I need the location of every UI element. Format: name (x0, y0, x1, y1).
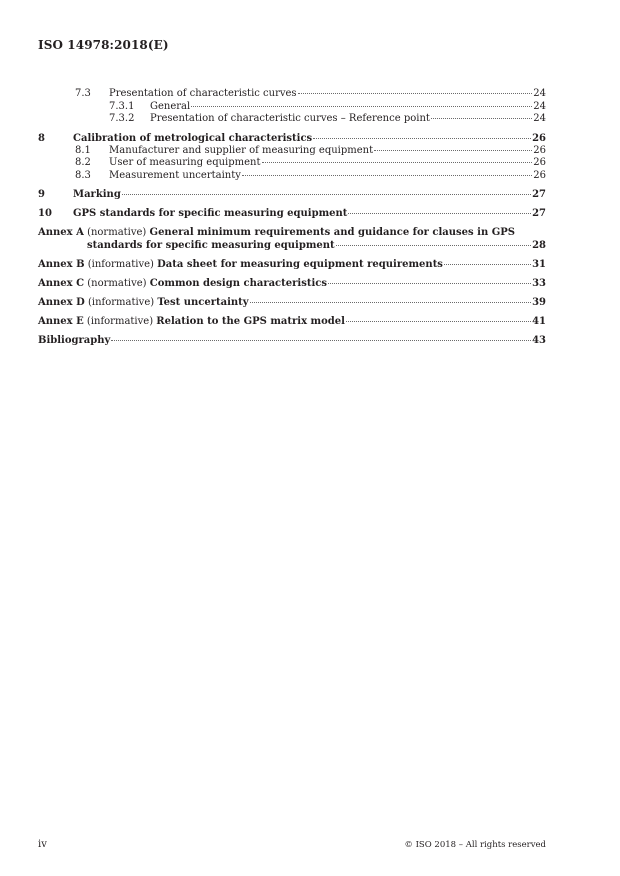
toc-entry-7-3-2[interactable] (38, 113, 546, 126)
toc-title: General (150, 100, 191, 112)
annex-label: Annex E (38, 316, 84, 327)
dot-leader (242, 175, 532, 176)
toc-title: Calibration of metrological characteristics (73, 132, 313, 144)
toc-page: 41 (532, 316, 546, 327)
toc-entry-7-3-1[interactable] (38, 101, 546, 114)
toc-number: 8.1 (75, 144, 91, 156)
toc-page: 26 (532, 132, 546, 144)
toc-title: Presentation of characteristic curves – Reference point (150, 113, 430, 124)
toc-title: General minimum requirements and guidance for clauses in GPS (149, 227, 515, 238)
dot-leader (346, 321, 531, 322)
toc-number: 9 (38, 189, 45, 200)
dot-leader (431, 118, 532, 119)
toc-page: 24 (533, 100, 546, 112)
toc-title: Test uncertainty (157, 297, 249, 308)
toc-title: GPS standards for specific measuring equipment (73, 208, 348, 219)
annex-type: (normative) (87, 227, 147, 238)
toc-title: Common design characteristics (149, 278, 327, 289)
toc-page: 33 (532, 278, 546, 289)
toc-title: User of measuring equipment (109, 157, 261, 168)
dot-leader (328, 283, 531, 284)
page-number: iv (38, 839, 47, 850)
toc-page: 31 (532, 259, 546, 270)
annex-label: Annex A (38, 227, 84, 238)
toc-title: Bibliography (38, 335, 111, 346)
dot-leader (336, 245, 531, 246)
annex-type: (informative) (87, 259, 154, 270)
toc-title-continued: standards for specific measuring equipment (87, 240, 335, 251)
toc-entry-10[interactable] (38, 207, 546, 220)
toc-entry-8[interactable] (38, 132, 546, 145)
toc-entry-annex-a[interactable] (38, 226, 546, 252)
toc-page: 24 (533, 88, 546, 99)
toc-title: Data sheet for measuring equipment requirements (157, 259, 443, 270)
toc-entry-8-2[interactable] (38, 157, 546, 170)
toc-title: Relation to the GPS matrix model (156, 316, 345, 327)
toc-number: 7.3.1 (109, 100, 135, 112)
toc-entry-8-3[interactable] (38, 170, 546, 183)
toc-page: 43 (532, 335, 546, 346)
annex-label: Annex D (38, 297, 85, 308)
toc-number: 8.3 (75, 169, 91, 181)
annex-type: (informative) (86, 316, 154, 327)
toc-page: 27 (532, 208, 546, 219)
toc-entry-annex-e[interactable] (38, 315, 546, 328)
toc-page: 27 (532, 189, 546, 200)
annex-label: Annex C (38, 278, 85, 289)
dot-leader (250, 302, 532, 303)
dot-leader (348, 213, 531, 214)
toc-entry-annex-b[interactable] (38, 258, 546, 271)
dot-leader (111, 340, 531, 341)
dot-leader (313, 138, 531, 139)
toc-entry-7-3[interactable] (38, 88, 546, 101)
toc-page: 24 (533, 113, 546, 124)
toc-entry-9[interactable] (38, 188, 546, 201)
toc-page: 26 (533, 157, 546, 168)
toc-entry-annex-c[interactable] (38, 277, 546, 290)
dot-leader (122, 194, 531, 195)
dot-leader (374, 150, 532, 151)
toc-number: 8 (38, 132, 45, 144)
annex-type: (informative) (87, 297, 155, 308)
toc-title: Marking (73, 189, 121, 200)
toc-number: 7.3.2 (109, 113, 135, 124)
dot-leader (191, 106, 532, 107)
annex-label: Annex B (38, 259, 85, 270)
toc-page: 28 (532, 240, 546, 251)
table-of-contents (38, 88, 546, 347)
toc-entry-annex-d[interactable] (38, 296, 546, 309)
annex-type: (normative) (87, 278, 147, 289)
toc-entry-bibliography[interactable] (38, 334, 546, 347)
toc-title: Measurement uncertainty (109, 169, 241, 181)
toc-page: 39 (532, 297, 546, 308)
toc-page: 26 (533, 169, 546, 181)
toc-title: Manufacturer and supplier of measuring equipment (109, 144, 374, 156)
toc-entry-8-1[interactable] (38, 145, 546, 158)
dot-leader (444, 264, 531, 265)
dot-leader (262, 162, 533, 163)
document-id: ISO 14978:2018(E) (38, 38, 169, 52)
toc-number: 7.3 (75, 88, 91, 99)
toc-page: 26 (533, 144, 546, 156)
toc-title: Presentation of characteristic curves (109, 88, 297, 99)
toc-number: 10 (38, 208, 52, 219)
copyright-notice: © ISO 2018 – All rights reserved (404, 840, 546, 850)
toc-number: 8.2 (75, 157, 91, 168)
dot-leader (298, 93, 533, 94)
